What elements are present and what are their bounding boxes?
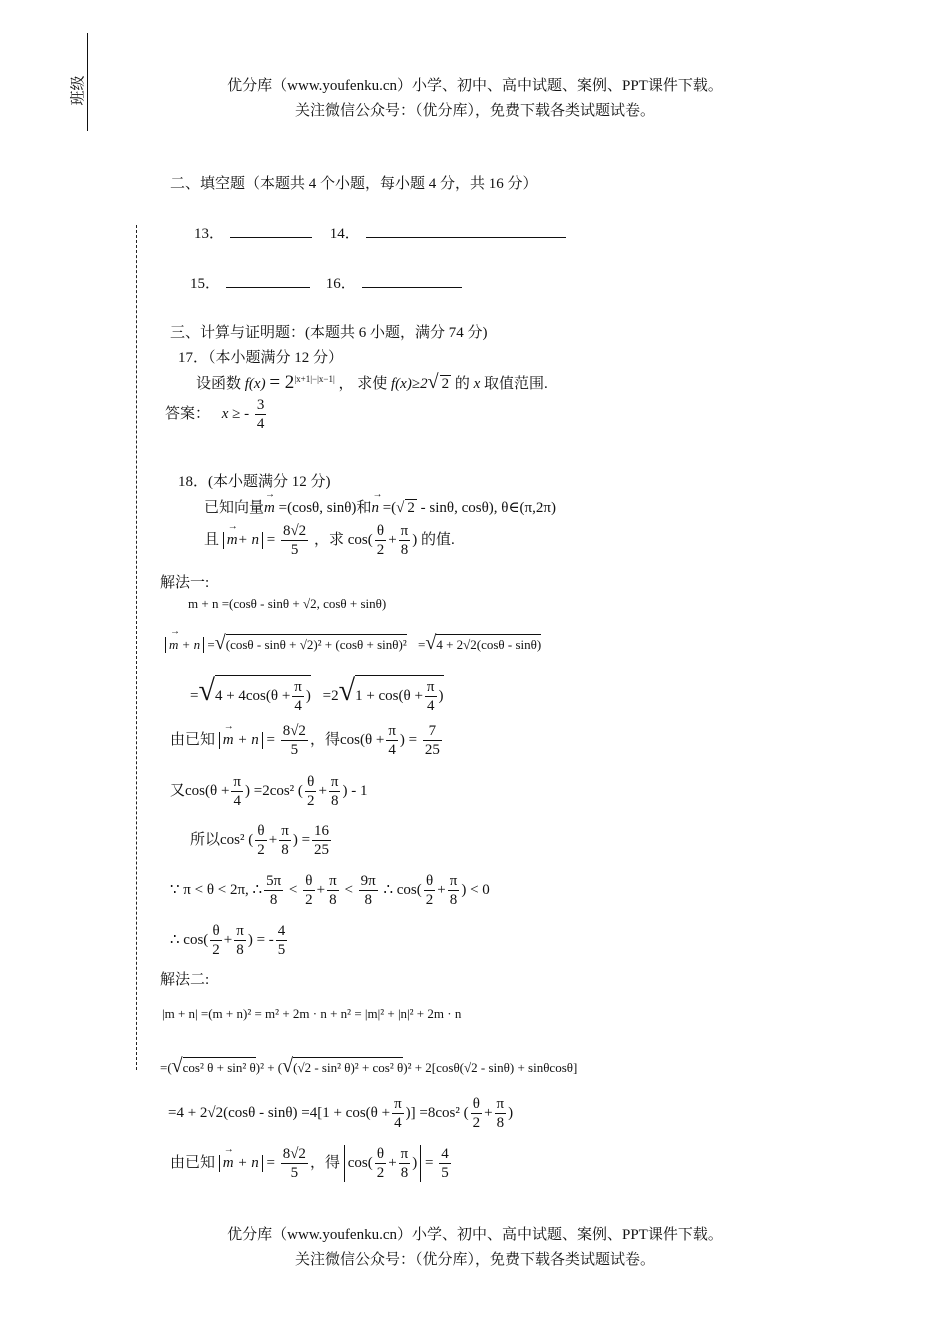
q18-heading: 18．(本小题满分 12 分) xyxy=(178,474,331,490)
solution2-label: 解法二: xyxy=(160,972,210,988)
frac-den: 4 xyxy=(256,416,265,432)
sqrt-symbol: √ xyxy=(198,674,215,707)
q18-also: 且 xyxy=(204,531,220,548)
footer-line-1: 优分库（www.youfenku.cn）小学、初中、高中试题、案例、PPT课件下载。 xyxy=(227,1227,723,1243)
sqrt-content xyxy=(355,675,443,715)
frac-num: θ xyxy=(255,822,267,841)
q13-label: 13． xyxy=(194,226,225,242)
header-line-1: 优分库（www.youfenku.cn）小学、初中、高中试题、案例、PPT课件下载。 xyxy=(227,78,723,94)
frac-den: 8 xyxy=(496,1115,505,1131)
sol1-line8 xyxy=(170,922,289,959)
expr: ) = - xyxy=(247,931,274,948)
sqrt-symbol: √ xyxy=(214,632,226,654)
eq: = xyxy=(408,731,418,748)
q17-answer-expr: x ≥ - xyxy=(221,405,250,422)
frac-pi-8 xyxy=(399,1145,411,1182)
expr: =( xyxy=(160,1060,172,1075)
q17-answer-fraction xyxy=(255,396,267,433)
frac-num: π xyxy=(496,1096,505,1112)
frac-den: 2 xyxy=(376,1165,385,1181)
eq: = xyxy=(266,531,276,548)
cos-open: cos( xyxy=(347,531,373,548)
frac-pi-8 xyxy=(327,872,339,909)
eq: = xyxy=(207,637,215,652)
sol1-line2 xyxy=(165,632,541,655)
q17-heading: 17．（本小题满分 12 分） xyxy=(178,350,344,366)
frac-pi-4 xyxy=(425,678,437,715)
eq: = xyxy=(266,1154,275,1171)
frac-den: 2 xyxy=(212,942,220,958)
sol1-line7 xyxy=(170,872,490,909)
frac-num: π xyxy=(233,774,241,790)
frac-den: 8 xyxy=(269,892,278,908)
frac-den: 5 xyxy=(277,942,286,958)
expr: ) xyxy=(399,731,405,748)
frac-theta-2 xyxy=(210,922,222,959)
plus: + xyxy=(388,531,397,548)
mn-expr: → m + n xyxy=(169,637,200,653)
eq: = xyxy=(417,637,426,652)
sqrt-symbol: √ xyxy=(282,1055,294,1077)
lt: < xyxy=(288,881,298,898)
solution1-label: 解法一: xyxy=(160,575,210,591)
expr: ) xyxy=(508,1104,514,1121)
frac-den: 8 xyxy=(400,542,409,558)
q18-given-prefix: 已知向量 xyxy=(204,500,265,516)
frac-den: 25 xyxy=(424,742,440,758)
q18-sqrt2: 2 xyxy=(407,500,415,516)
expr: ) xyxy=(438,688,444,704)
frac-den: 2 xyxy=(376,542,385,558)
frac-den: 25 xyxy=(314,842,330,858)
frac-den: 4 xyxy=(426,698,435,715)
sol1-line5 xyxy=(170,773,367,810)
frac-num: π xyxy=(236,923,244,939)
sqrt-symbol: √ xyxy=(171,1055,183,1077)
q18-condition xyxy=(204,522,455,559)
frac-num: θ xyxy=(375,1145,387,1164)
frac-num: π xyxy=(294,679,302,696)
frac-den: 8 xyxy=(281,842,289,858)
frac-num: π xyxy=(400,523,409,539)
q18-given xyxy=(204,496,556,517)
q15-blank xyxy=(226,273,310,288)
sol2-line3 xyxy=(168,1095,513,1132)
expr: 1 + cos(θ + xyxy=(355,688,423,704)
q16-label: 16． xyxy=(325,276,356,292)
magnitude-mn xyxy=(223,532,263,549)
q17-mid: ， 求使 xyxy=(338,376,388,392)
header-line-2: 关注微信公众号：（优分库），免费下载各类试题试卷。 xyxy=(294,103,655,119)
mn-expr: → m+ n xyxy=(227,532,259,549)
expr: =4 + 2√2(cosθ - sinθ) =4[1 + cos(θ + xyxy=(168,1104,391,1121)
q16-blank xyxy=(362,273,462,288)
mn-expr: → m + n xyxy=(223,1155,259,1172)
frac-den: 8 xyxy=(400,1165,409,1181)
lt: < xyxy=(344,881,353,898)
frac-theta-2 xyxy=(255,822,267,859)
expr: )] =8cos² ( xyxy=(405,1104,469,1121)
frac-den: 4 xyxy=(394,1115,402,1131)
magnitude-mn xyxy=(165,637,204,653)
frac-7-25 xyxy=(423,722,442,759)
sqrt-content: cos² θ + sin² θ xyxy=(183,1057,256,1076)
frac-num: π xyxy=(449,873,458,889)
q18-m-def: =(cosθ, sinθ) xyxy=(278,500,357,516)
sqrt-content: (√2 - sin² θ)² + cos² θ xyxy=(293,1057,403,1076)
q17-exponent: |x+1|−|x−1| xyxy=(294,374,335,384)
sqrt-symbol: √ xyxy=(396,500,405,516)
mn-expr: → m + n xyxy=(223,732,259,749)
plus: + xyxy=(268,831,278,848)
q13-blank xyxy=(230,223,312,238)
sol2-line2 xyxy=(160,1055,577,1078)
frac-num: 4 xyxy=(441,1146,449,1162)
expr: cos(θ + xyxy=(339,731,385,748)
text: 由已知 xyxy=(170,1154,216,1171)
q17-cond: f(x)≥2 xyxy=(391,376,428,392)
q18-n-def-b: - sinθ, cosθ), θ∈(π,2π) xyxy=(416,500,556,516)
vector-n: → n xyxy=(371,500,379,517)
frac-pi-4 xyxy=(386,722,398,759)
frac-pi-8 xyxy=(279,822,291,859)
q17-answer xyxy=(165,396,268,433)
frac-theta-2 xyxy=(471,1095,483,1132)
fill-row-1 xyxy=(194,222,566,243)
frac-num: θ xyxy=(424,872,436,891)
frac-theta-2 xyxy=(424,872,436,909)
q14-blank xyxy=(366,223,566,238)
frac-den: 8 xyxy=(364,892,372,908)
expr: ) xyxy=(292,831,298,848)
sqrt-content xyxy=(215,675,311,715)
frac-num: π xyxy=(330,774,339,790)
frac-den: 8 xyxy=(329,892,337,908)
frac-num: θ xyxy=(303,872,315,891)
expr: ∴ cos( xyxy=(170,931,209,948)
section2-title: 二、填空题（本题共 4 个小题，每小题 4 分，共 16 分） xyxy=(170,176,538,192)
q18-ask-tail: 的值. xyxy=(421,531,455,548)
expr: ∵ π < θ < 2π, ∴ xyxy=(170,881,263,898)
expr: ∴ cos( xyxy=(383,881,422,898)
frac-den: 5 xyxy=(441,1165,449,1181)
frac-num: 3 xyxy=(256,397,265,413)
frac-num: 9π xyxy=(360,873,376,889)
q18-and: 和 xyxy=(356,500,372,516)
expr: 4 + 4cos(θ + xyxy=(214,688,291,704)
text: 由已知 xyxy=(170,731,216,748)
text: 又 xyxy=(170,782,186,799)
frac-num: 8√2 xyxy=(282,523,307,539)
expr: cos(θ + xyxy=(185,782,230,799)
cut-dashed-line xyxy=(136,225,137,1070)
frac-pi-4 xyxy=(231,773,243,810)
q18-ask: ，求 xyxy=(313,531,344,548)
plus: + xyxy=(388,1154,397,1171)
plus: + xyxy=(437,881,446,898)
q15-label: 15． xyxy=(190,276,221,292)
frac-16-25 xyxy=(312,822,331,859)
frac-theta-2 xyxy=(375,522,387,559)
frac-den: 5 xyxy=(290,542,299,558)
frac-9pi-8 xyxy=(359,872,378,909)
frac-den: 5 xyxy=(290,742,299,758)
frac-pi-8 xyxy=(329,773,341,810)
frac-4-5 xyxy=(276,922,288,959)
frac-theta-2 xyxy=(303,872,315,909)
plus: + xyxy=(316,881,326,898)
frac-theta-2 xyxy=(375,1145,387,1182)
frac-num: 8√2 xyxy=(282,1146,306,1162)
magnitude-mn xyxy=(219,1155,263,1172)
expr: cos² ( xyxy=(220,831,254,848)
frac-num: π xyxy=(394,1096,402,1112)
frac-pi-8 xyxy=(234,922,246,959)
plus: + xyxy=(484,1104,493,1121)
frac-num: 16 xyxy=(314,823,330,839)
frac-den: 4 xyxy=(388,742,396,758)
sol2-line4 xyxy=(170,1145,453,1182)
frac-num: θ xyxy=(305,773,317,792)
sol2-line1: |m + n| =(m + n)² = m² + 2m · n + n² = |m|² + |n|² + 2m · n xyxy=(162,1006,462,1021)
sol1-line4 xyxy=(170,722,444,759)
eq: = xyxy=(266,731,275,748)
eq: = xyxy=(190,688,199,704)
frac-den: 8 xyxy=(449,892,458,908)
expr: ) xyxy=(412,1154,418,1171)
frac-den: 2 xyxy=(306,793,315,809)
frac-num: π xyxy=(426,679,435,696)
frac-den: 2 xyxy=(305,892,313,908)
q18-n-def-a: =( xyxy=(382,500,397,516)
sol1-line1: m + n =(cosθ - sinθ + √2, cosθ + sinθ) xyxy=(188,596,387,611)
frac-num: 4 xyxy=(277,923,286,939)
sqrt-symbol: √ xyxy=(338,674,356,707)
eq: = xyxy=(425,1154,434,1171)
frac-den: 4 xyxy=(233,793,241,809)
sqrt-symbol: √ xyxy=(427,371,439,393)
sqrt-content: (cosθ - sinθ + √2)² + (cosθ + sinθ)² xyxy=(226,634,407,653)
sqrt-content: 4 + 2√2(cosθ - sinθ) xyxy=(436,634,541,653)
frac-num: π xyxy=(388,723,396,739)
expr: ) xyxy=(305,688,311,704)
vector-m: → m xyxy=(264,500,275,517)
q17-fx: f(x) xyxy=(244,376,266,392)
frac-num: π xyxy=(281,823,289,839)
cos-close: ) xyxy=(412,531,418,548)
text: 所以 xyxy=(190,831,221,848)
expr: )² + 2[cosθ(√2 - sinθ) + sinθcosθ] xyxy=(403,1060,578,1075)
q17-statement xyxy=(196,371,548,394)
expr: cos( xyxy=(347,1154,373,1171)
frac-4-5 xyxy=(439,1145,451,1182)
text: ，得 xyxy=(309,731,340,748)
frac-8sqrt2-5 xyxy=(281,722,308,759)
sol1-line6 xyxy=(190,822,333,859)
frac-pi-8 xyxy=(495,1095,507,1132)
frac-den: 2 xyxy=(425,892,434,908)
q17-suffix: 的 xyxy=(454,376,470,392)
abs-cos xyxy=(344,1145,422,1182)
q17-answer-label: 答案： xyxy=(165,405,211,422)
plus: + xyxy=(318,782,327,799)
frac-8sqrt2-5 xyxy=(281,522,308,559)
sqrt-symbol: √ xyxy=(425,632,437,654)
sol1-line3 xyxy=(190,674,444,715)
footer-line-2: 关注微信公众号：（优分库），免费下载各类试题试卷。 xyxy=(294,1252,655,1268)
frac-den: 8 xyxy=(330,793,339,809)
expr: ) < 0 xyxy=(461,881,490,898)
frac-num: θ xyxy=(471,1095,483,1114)
frac-theta-2 xyxy=(305,773,317,810)
expr: ) =2cos² ( xyxy=(244,782,303,799)
frac-num: π xyxy=(329,873,337,889)
frac-num: 8√2 xyxy=(282,723,306,739)
expr: ) - 1 xyxy=(342,782,368,799)
frac-num: θ xyxy=(210,922,222,941)
frac-5pi-8 xyxy=(264,872,283,909)
frac-num: 7 xyxy=(423,722,442,741)
frac-num: 5π xyxy=(266,873,282,889)
frac-den: 4 xyxy=(294,698,302,715)
frac-pi-8 xyxy=(448,872,460,909)
magnitude-mn xyxy=(219,732,263,749)
text: ，得 xyxy=(309,1154,340,1171)
frac-den: 2 xyxy=(257,842,265,858)
class-label: 班级 xyxy=(70,75,87,106)
q17-prefix: 设函数 xyxy=(196,376,242,392)
frac-pi-4 xyxy=(392,1095,404,1132)
frac-num: π xyxy=(400,1146,409,1162)
section3-title: 三、计算与证明题：(本题共 6 小题，满分 74 分) xyxy=(170,325,488,341)
frac-den: 2 xyxy=(472,1115,481,1131)
eq: = xyxy=(301,831,311,848)
frac-pi-8 xyxy=(399,522,411,559)
frac-8sqrt2-5 xyxy=(281,1145,308,1182)
q14-label: 14． xyxy=(329,226,360,242)
frac-den: 8 xyxy=(236,942,244,958)
q17-tail: 取值范围. xyxy=(484,376,548,392)
frac-pi-4 xyxy=(292,678,304,715)
expr: )² + ( xyxy=(255,1060,283,1075)
plus: + xyxy=(223,931,233,948)
q17-eq: = 2 xyxy=(269,372,295,393)
frac-den: 5 xyxy=(290,1165,299,1181)
fill-row-2 xyxy=(190,272,462,293)
q17-x: x xyxy=(473,376,481,392)
expr: =2 xyxy=(322,688,339,704)
q17-sqrt2: 2 xyxy=(441,376,450,392)
frac-num: θ xyxy=(375,522,387,541)
